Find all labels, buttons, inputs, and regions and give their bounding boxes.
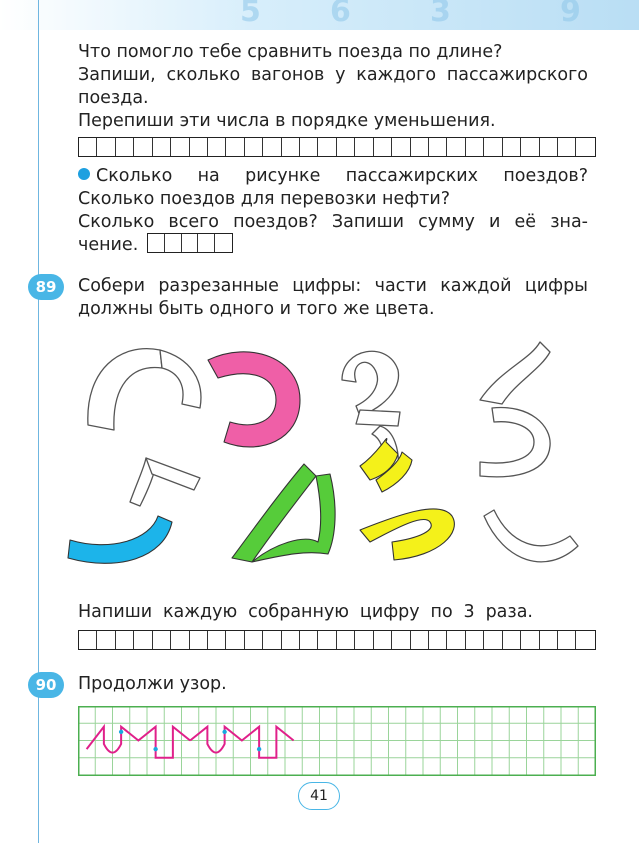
answer-cell[interactable]	[521, 631, 539, 649]
answer-cell[interactable]	[116, 138, 134, 156]
answer-cell[interactable]	[484, 138, 502, 156]
task89-line1: Собери разрезанные цифры: части каждой цифры	[78, 276, 588, 296]
digit-piece-white-s-mid	[480, 408, 550, 477]
answer-cell[interactable]	[245, 631, 263, 649]
task89-instruction: Напиши каждую собранную цифру по 3 раза.	[78, 602, 533, 622]
answer-cell[interactable]	[171, 138, 189, 156]
answer-cell[interactable]	[300, 631, 318, 649]
digit-piece-white-two	[342, 351, 399, 416]
digit-piece-white-two-base	[356, 410, 400, 426]
block2-line4: чение.	[78, 235, 139, 255]
answer-cells-sum[interactable]	[147, 233, 233, 253]
answer-cell[interactable]	[153, 631, 171, 649]
answer-cell[interactable]	[190, 138, 208, 156]
block2-line1-text: Сколько на рисунке пассажирских поездов?	[96, 166, 588, 186]
answer-cell[interactable]	[466, 138, 484, 156]
answer-cell[interactable]	[540, 631, 558, 649]
answer-cell[interactable]	[97, 138, 115, 156]
answer-cell[interactable]	[337, 631, 355, 649]
pattern-dot	[153, 747, 157, 751]
decor-digit: 3	[430, 0, 451, 29]
answer-cell[interactable]	[208, 631, 226, 649]
answer-cell[interactable]	[355, 631, 373, 649]
answer-cell[interactable]	[165, 234, 182, 252]
answer-cell[interactable]	[148, 234, 165, 252]
digit-piece-white-bottom-hook	[484, 510, 578, 562]
block2-line1	[78, 164, 588, 188]
pattern-dot	[257, 747, 261, 751]
pattern-dot	[222, 730, 226, 734]
answer-cell[interactable]	[558, 631, 576, 649]
answer-cell[interactable]	[521, 138, 539, 156]
answer-cell[interactable]	[337, 138, 355, 156]
digit-piece-white-s-top	[480, 342, 550, 404]
answer-cell[interactable]	[484, 631, 502, 649]
answer-cell[interactable]	[282, 138, 300, 156]
answer-cell[interactable]	[215, 234, 232, 252]
page-number: 41	[298, 782, 340, 810]
pattern-motif	[87, 727, 294, 758]
top-decorative-band	[0, 0, 639, 30]
task-number-90: 90	[28, 672, 64, 698]
answer-cell[interactable]	[318, 138, 336, 156]
answer-cell[interactable]	[392, 138, 410, 156]
digit-piece-pink	[208, 352, 300, 447]
answer-cell[interactable]	[190, 631, 208, 649]
answer-cell[interactable]	[374, 631, 392, 649]
decor-digit: 9	[560, 0, 581, 29]
decor-digit: 6	[330, 0, 351, 29]
answer-cell[interactable]	[226, 631, 244, 649]
answer-cell[interactable]	[558, 138, 576, 156]
answer-cells-digits[interactable]	[78, 630, 596, 650]
block1-line3: поезда.	[78, 88, 149, 108]
block1-line2: Запиши, сколько вагонов у каждого пассажирского	[78, 65, 588, 85]
block2-line2: Сколько поездов для перевозки нефти?	[78, 189, 451, 209]
digit-piece-yellow-body	[360, 509, 454, 560]
answer-cells-numbers[interactable]	[78, 137, 596, 157]
block1-line4: Перепиши эти числа в порядке уменьшения.	[78, 111, 496, 131]
bullet-dot	[78, 168, 90, 180]
answer-cell[interactable]	[79, 631, 97, 649]
answer-cell[interactable]	[282, 631, 300, 649]
block1-line1: Что помогло тебе сравнить поезда по длине?	[78, 42, 503, 62]
answer-cell[interactable]	[447, 631, 465, 649]
answer-cell[interactable]	[411, 631, 429, 649]
block2-line3: Сколько всего поездов? Запиши сумму и её зна-	[78, 212, 588, 232]
digit-piece-white-arch	[88, 349, 162, 430]
task-number-89: 89	[28, 274, 64, 300]
answer-cell[interactable]	[576, 138, 594, 156]
answer-cell[interactable]	[429, 138, 447, 156]
digit-piece-blue	[68, 516, 172, 563]
answer-cell[interactable]	[263, 138, 281, 156]
answer-cell[interactable]	[355, 138, 373, 156]
answer-cell[interactable]	[392, 631, 410, 649]
answer-cell[interactable]	[116, 631, 134, 649]
answer-cell[interactable]	[300, 138, 318, 156]
answer-cell[interactable]	[466, 631, 484, 649]
answer-cell[interactable]	[263, 631, 281, 649]
task89-line2: должны быть одного и того же цвета.	[78, 299, 435, 319]
answer-cell[interactable]	[374, 138, 392, 156]
margin-line	[38, 0, 39, 843]
answer-cell[interactable]	[134, 631, 152, 649]
pattern-grid[interactable]	[78, 706, 596, 776]
answer-cell[interactable]	[97, 631, 115, 649]
answer-cell[interactable]	[153, 138, 171, 156]
digit-piece-white-seven-bar	[146, 458, 200, 490]
decor-digit: 5	[240, 0, 261, 29]
answer-cell[interactable]	[447, 138, 465, 156]
answer-cell[interactable]	[226, 138, 244, 156]
pattern-dot	[119, 730, 123, 734]
answer-cell[interactable]	[198, 234, 215, 252]
answer-cell[interactable]	[182, 234, 199, 252]
answer-cell[interactable]	[429, 631, 447, 649]
answer-cell[interactable]	[576, 631, 594, 649]
answer-cell[interactable]	[411, 138, 429, 156]
answer-cell[interactable]	[503, 631, 521, 649]
cut-digits-illustration	[60, 330, 600, 590]
answer-cell[interactable]	[208, 138, 226, 156]
task90-text: Продолжи узор.	[78, 674, 227, 694]
answer-cell[interactable]	[134, 138, 152, 156]
answer-cell[interactable]	[245, 138, 263, 156]
answer-cell[interactable]	[171, 631, 189, 649]
digit-piece-white-arch-right	[160, 350, 201, 408]
answer-cell[interactable]	[540, 138, 558, 156]
answer-cell[interactable]	[503, 138, 521, 156]
answer-cell[interactable]	[79, 138, 97, 156]
answer-cell[interactable]	[318, 631, 336, 649]
